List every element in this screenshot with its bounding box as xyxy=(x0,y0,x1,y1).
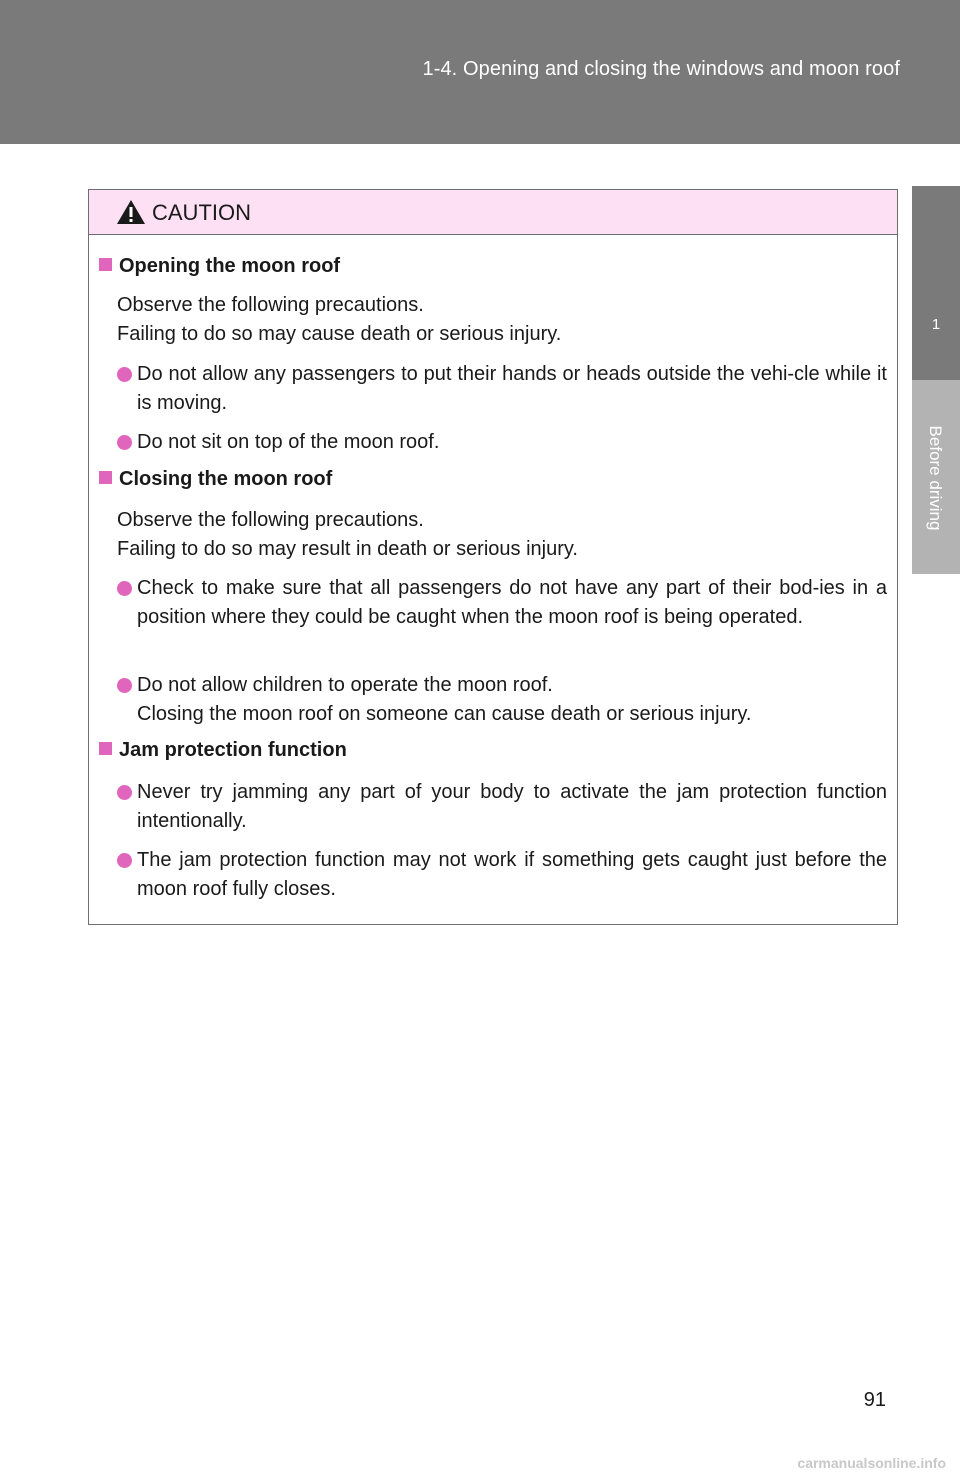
paragraph: Failing to do so may cause death or serious injury. xyxy=(117,323,562,345)
paragraph: Failing to do so may result in death or serious injury. xyxy=(117,538,578,560)
square-bullet-icon xyxy=(99,742,112,755)
list-item: Never try jamming any part of your body to activate the jam protection function intentionally. xyxy=(117,778,887,836)
list-item: The jam protection function may not work if something gets caught just before the moon roof fully closes. xyxy=(117,846,887,904)
section-title: 1-4. Opening and closing the windows and moon roof xyxy=(422,58,900,80)
chapter-tab xyxy=(912,186,960,380)
paragraph: Observe the following precautions. xyxy=(117,294,424,316)
watermark: carmanualsonline.info xyxy=(797,1455,946,1471)
list-item: Do not sit on top of the moon roof. xyxy=(117,428,887,457)
list-item: Do not allow any passengers to put their hands or heads outside the vehi-cle while it is moving. xyxy=(117,360,887,418)
circle-bullet-icon xyxy=(117,678,132,693)
section-heading: Opening the moon roof xyxy=(99,255,340,278)
square-bullet-icon xyxy=(99,258,112,271)
section-heading: Closing the moon roof xyxy=(99,468,332,491)
page-number: 91 xyxy=(863,1389,886,1411)
circle-bullet-icon xyxy=(117,367,132,382)
caution-label: CAUTION xyxy=(152,200,251,225)
section-heading: Jam protection function xyxy=(99,739,347,762)
chapter-label: Before driving xyxy=(926,425,945,531)
paragraph: Observe the following precautions. xyxy=(117,509,424,531)
list-item: Check to make sure that all passengers do not have any part of their bod-ies in a position where they could be caught when the moon roof is being operated. xyxy=(117,574,887,632)
caution-box xyxy=(88,189,898,925)
caution-header xyxy=(89,190,897,235)
circle-bullet-icon xyxy=(117,581,132,596)
circle-bullet-icon xyxy=(117,435,132,450)
list-item: Do not allow children to operate the moon roof. Closing the moon roof on someone can cause death or serious injury. xyxy=(117,671,887,729)
chapter-number: 1 xyxy=(931,316,941,333)
circle-bullet-icon xyxy=(117,853,132,868)
circle-bullet-icon xyxy=(117,785,132,800)
warning-icon xyxy=(116,199,146,225)
square-bullet-icon xyxy=(99,471,112,484)
